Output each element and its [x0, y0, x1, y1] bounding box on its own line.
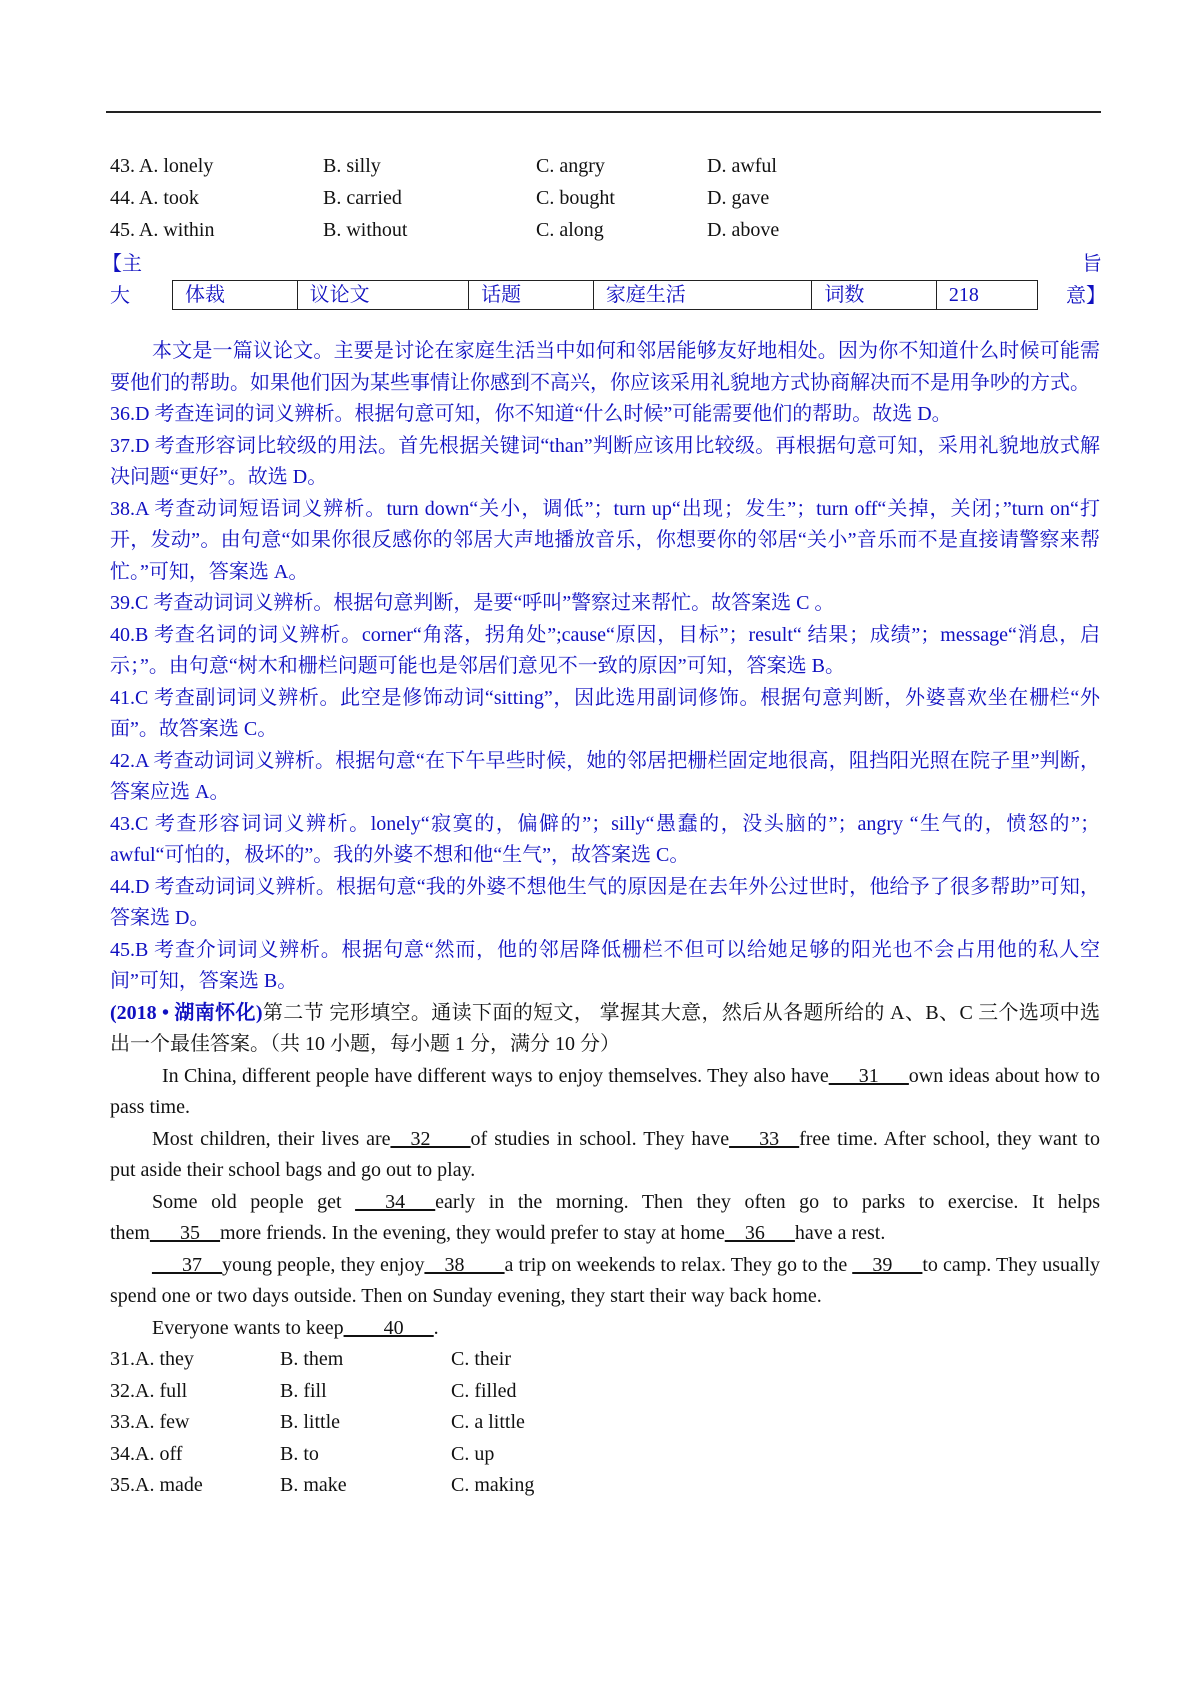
option-c: C. their: [451, 1348, 511, 1370]
option-b: B. fill: [280, 1379, 327, 1402]
option-d: D. above: [707, 219, 780, 241]
answer-explanation: 38.A 考查动词短语词义辨析。turn down“关小，调低”；turn up“出现；发生”；turn off“关掉，关闭；”turn on“打开，发动”。由句意“如果你很反感你的邻居大声地播放音乐，你想要你的邻居“关小”音乐而不是直接请警察来帮忙。”可知，答案选 A。: [110, 497, 1100, 583]
passage-text: Most children, their lives are: [152, 1127, 391, 1150]
option-row: [110, 182, 1100, 214]
passage-paragraph: [110, 1187, 1100, 1250]
option-a: 35.A. made: [110, 1474, 203, 1496]
blank-36: __36___: [724, 1222, 795, 1244]
blank-32: __32____: [390, 1127, 471, 1150]
option-c: C. bought: [536, 187, 615, 209]
passage-text: Everyone wants to keep: [152, 1316, 344, 1339]
option-d: D. gave: [707, 187, 770, 209]
passage-text: own ideas about how to pass time.: [110, 1064, 1100, 1118]
page-content: [102, 150, 1106, 1502]
blank-37: ___37__: [152, 1253, 222, 1276]
main-idea-section: [102, 246, 1106, 312]
passage-text: a trip on weekends to relax. They go to the: [504, 1253, 853, 1276]
option-row: [110, 1439, 1100, 1471]
option-c: C. angry: [536, 155, 605, 177]
blank-34: ___34___: [355, 1190, 436, 1213]
option-row: [110, 1407, 1100, 1439]
option-b: B. to: [280, 1442, 319, 1465]
passage-text: In China, different people have different ways to enjoy themselves. They also have: [162, 1064, 829, 1087]
answer-explanation: 42.A 考查动词词义辨析。根据句意“在下午早些时候，她的邻居把栅栏固定地很高，阻挡阳光照在院子里”判断，答案应选 A。: [110, 749, 1100, 803]
passage-paragraph: [110, 1061, 1100, 1124]
passage-text: Some old people get: [152, 1190, 356, 1213]
blank-35: ___35__: [150, 1222, 220, 1244]
option-b: B. carried: [323, 187, 402, 209]
passage-paragraph: [110, 1124, 1100, 1187]
passage-text: .: [433, 1316, 439, 1339]
option-b: B. without: [323, 219, 408, 241]
option-c: C. making: [451, 1474, 535, 1496]
table-row: [173, 281, 1038, 310]
blank-31: ___31___: [828, 1064, 909, 1087]
passage-text: have a rest.: [794, 1222, 886, 1244]
answer-explanation: 37.D 考查形容词比较级的用法。首先根据关键词“than”判断应该用比较级。再根据句意可知，采用礼貌地放式解决问题“更好”。故选 D。: [110, 434, 1100, 488]
option-b: B. them: [280, 1348, 344, 1370]
main-idea-table: [172, 280, 1038, 310]
answer-explanation: 44.D 考查动词词义辨析。根据句意“我的外婆不想他生气的原因是在去年外公过世时，他给予了很多帮助”可知，答案选 D。: [110, 875, 1100, 929]
answer-explanation: 40.B 考查名词的词义辨析。corner“角落，拐角处”;cause“原因，目标”；result“ 结果；成绩”；message“消息，启示；”。由句意“树木和栅栏问题可能也是邻居们意见不一致的原因”可知，答案选 B。: [110, 623, 1100, 677]
section-source: (2018 • 湖南怀化): [110, 1001, 263, 1024]
option-a: 33.A. few: [110, 1411, 190, 1433]
table-cell: 218: [936, 281, 1037, 310]
answer-explanation: 41.C 考查副词词义辨析。此空是修饰动词“sitting”，因此选用副词修饰。根据句意判断，外婆喜欢坐在栅栏“外面”。故答案选 C。: [110, 686, 1100, 740]
passage-paragraph: [110, 1250, 1100, 1313]
option-c: C. along: [536, 219, 604, 241]
passage-text: more friends. In the evening, they would prefer to stay at home: [220, 1222, 725, 1244]
table-cell: 词数: [812, 281, 937, 310]
blank-39: __39___: [852, 1253, 923, 1276]
main-idea-label-right-bottom: 意】: [1066, 285, 1106, 307]
table-cell: 话题: [469, 281, 594, 310]
answer-explanation: 45.B 考查介词词义辨析。根据句意“然而，他的邻居降低栅栏不但可以给她足够的阳光也不会占用他的私人空间”可知，答案选 B。: [110, 938, 1100, 992]
answer-explanation: 36.D 考查连词的词义辨析。根据句意可知，你不知道“什么时候”可能需要他们的帮助。故选 D。: [110, 403, 952, 425]
section-intro: 第二节 完形填空。通读下面的短文， 掌握其大意，然后从各题所给的 A、B、C 三个选项中选出一个最佳答案。（共 10 小题，每小题 1 分，满分 10 分）: [110, 1001, 1101, 1055]
main-idea-label-right-top: 旨: [1082, 253, 1102, 275]
option-b: B. little: [280, 1411, 340, 1433]
passage-text: free time. After school, they want to put aside their school bags and go out to play.: [110, 1127, 1100, 1181]
passage-text: young people, they enjoy: [222, 1253, 425, 1276]
option-row: [110, 214, 1100, 246]
summary-paragraph: 本文是一篇议论文。主要是讨论在家庭生活当中如何和邻居能够友好地相处。因为你不知道什么时候可能需要他们的帮助。如果他们因为某些事情让你感到不高兴，你应该采用礼貌地方式协商解决而不是用争吵的方式。: [110, 340, 1100, 394]
answer-explanation: 43.C 考查形容词词义辨析。lonely“寂寞的，偏僻的”；silly“愚蠢的，没头脑的”；angry “生气的，愤怒的”；awful“可怕的，极坏的”。我的外婆不想和他“生气”，故答案选 C。: [110, 812, 1100, 866]
option-a: 32.A. full: [110, 1379, 188, 1402]
option-c: C. a little: [451, 1411, 525, 1433]
passage-text: of studies in school. They have: [470, 1127, 730, 1150]
section-heading: [110, 998, 1100, 1061]
option-row: [110, 150, 1100, 182]
option-row: [110, 1344, 1100, 1376]
main-idea-label-left-bottom: 大: [110, 285, 130, 307]
option-a: 43. A. lonely: [110, 155, 214, 177]
blank-33: ___33__: [729, 1127, 800, 1150]
option-b: B. silly: [323, 155, 381, 177]
option-a: 45. A. within: [110, 219, 215, 241]
passage-paragraph: [110, 1313, 1100, 1345]
option-a: 44. A. took: [110, 187, 199, 209]
blank-38: __38____: [424, 1253, 505, 1276]
main-idea-label-left-top: 【主: [102, 253, 142, 275]
option-d: D. awful: [707, 155, 777, 177]
option-c: C. filled: [451, 1379, 517, 1402]
table-cell: 议论文: [297, 281, 469, 310]
answer-explanation: 39.C 考查动词词义辨析。根据句意判断，是要“呼叫”警察过来帮忙。故答案选 C 。: [110, 592, 835, 614]
passage-text: to camp. They usually spend one or two days outside. Then on Sunday evening, they start their way back home.: [110, 1253, 1100, 1307]
option-row: [110, 1470, 1100, 1502]
header-rule: [106, 111, 1101, 113]
option-b: B. make: [280, 1474, 347, 1496]
table-cell: 体裁: [173, 281, 298, 310]
option-row: [110, 1376, 1100, 1408]
option-a: 34.A. off: [110, 1442, 183, 1465]
option-c: C. up: [451, 1442, 495, 1465]
table-cell: 家庭生活: [593, 281, 812, 310]
passage-text: early in the morning. Then they often go to parks to exercise. It helps them: [110, 1190, 1100, 1244]
blank-40: ____40___: [343, 1316, 434, 1339]
option-a: 31.A. they: [110, 1348, 194, 1370]
